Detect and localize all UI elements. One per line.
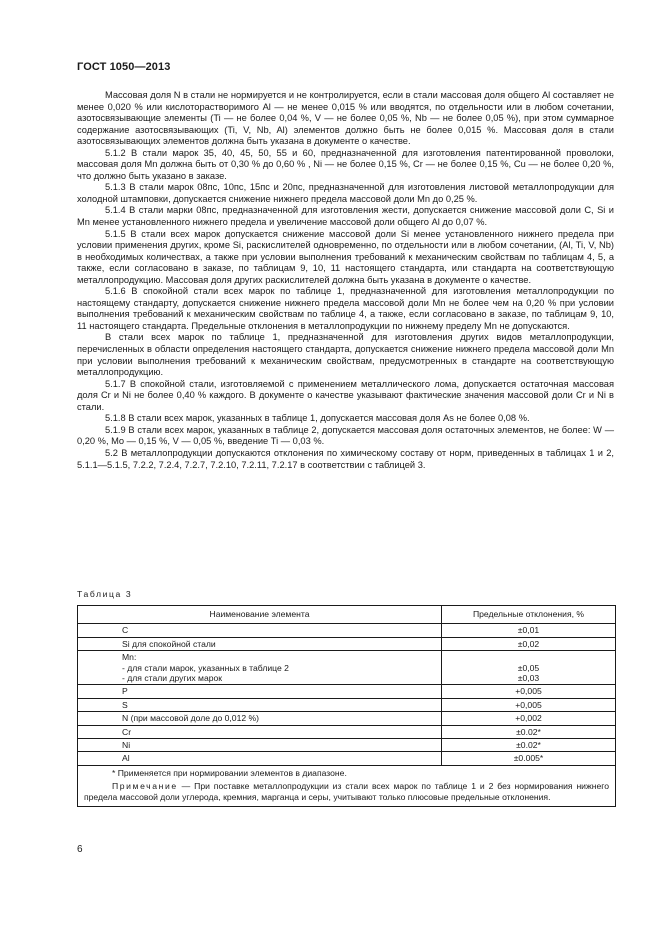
deviation-value: ±0,02 [442,637,616,650]
table-row [78,624,616,637]
remark-label: Примечание [112,781,178,792]
paragraph-nitrogen: Массовая доля N в стали не нормируется и не контролируется, если в стали массовая доля общего Al составляет не менее 0,020 % или кислоторастворимого Al — не менее 0,015 % или вводятся, по отдельности или в любом сочетании, азотосвязывающие элементы (Ti — не более 0,04 %, V — не более 0,05 %, Nb — не более 0,05 %), при этом суммарное содержание азотосвязывающих (Ti, V, Nb, Al) элементов должно быть не более 0,015 %. Массовая доля в стали азотосвязывающих элементов должна быть указана в документе о качестве. [77,90,614,147]
deviation-value: +0,005 [442,698,616,711]
element-name: Ni [78,739,442,752]
table-row [78,637,616,650]
deviation-value: ±0,01 [442,624,616,637]
element-name-line: - для стали марок, указанных в таблице 2 [122,662,289,673]
table-row [78,685,616,698]
header-element-name: Наименование элемента [78,606,442,624]
paragraph-5-1-8: 5.1.8 В стали всех марок, указанных в таблице 1, допускается массовая доля As не более 0,08 %. [105,413,530,424]
element-name: Cr [78,725,442,738]
deviation-line [446,652,611,662]
table-row [78,651,616,685]
paragraph-5-1-4: 5.1.4 В стали марки 08пс, предназначенной для изготовления жести, допускается снижение массовой доли C, Si и Mn менее установленного нижнего предела и увеличение массовой доли общего Al до 0,07 %. [77,205,614,228]
paragraph-5-1-3: 5.1.3 В стали марок 08пс, 10пс, 15пс и 20пс, предназначенной для изготовления листовой металлопродукции для холодной штамповки, допускается снижение нижнего предела массовой доли Mn до 0,25 %. [77,182,614,204]
table-row [78,752,616,765]
paragraph-5-1-2: 5.1.2 В стали марок 35, 40, 45, 50, 55 и 60, предназначенной для изготовления патентированной проволоки, массовая доля Mn должна быть от 0,30 % до 0,60 % , Ni — не более 0,15 %, Cr — не более 0,15 %, Cu — не более 0,20 %, что должно быть указано в заказе. [77,147,614,181]
element-name: P [78,685,442,698]
table-row [78,739,616,752]
table-footnote: * Применяется при нормировании элементов в диапазоне. [112,767,347,778]
header-deviation: Предельные отклонения, % [442,606,616,624]
table-row [78,725,616,738]
element-name: C [78,624,442,637]
paragraph-5-1-6: 5.1.6 В спокойной стали всех марок по таблице 1, предназначенной для изготовления металлопродукции по настоящему стандарту, допускается снижение нижнего предела массовой доли Mn не более чем на 0,20 % при условии выполнения требований к механическим свойствам по таблице 4, а также, если согласовано в заказе, по таблицам 9, 10, 11 настоящего стандарта. Предельные отклонения в металлопродукции по нижнему пределу Mn не допускаются. [77,286,614,331]
element-name-line: Mn: [122,652,137,663]
deviation-value: +0,005 [442,685,616,698]
element-name: Si для спокойной стали [78,637,442,650]
table-remark [84,781,609,802]
deviation-line: ±0,03 [517,673,540,684]
paragraph-5-1-5: 5.1.5 В стали всех марок допускается снижение массовой доли Si менее установленного нижнего предела при условии применения других, кроме Si, раскислителей одновременно, по отдельности или в любом сочетании, (Al, Ti, V, Nb) в необходимых количествах, а также при условии выполнения требований к механическим свойствам по таблицам 4, 5, а также, если согласовано в заказе, по таблицам 9, 10, 11 настоящего стандарта, или стандарта на соответствующую металлопродукцию. Массовая доля других раскислителей должна быть указана в документе о качестве. [77,228,614,285]
document-header: ГОСТ 1050—2013 [77,61,171,73]
element-name-line: - для стали других марок [122,673,223,684]
deviation-value: ±0.02* [442,739,616,752]
table-notes [78,765,616,806]
table-row [78,698,616,711]
table-header-row [78,606,616,624]
remark-text: — При поставке металлопродукции из стали всех марок по таблице 1 и 2 без нормирования нижнего предела массовой доли углерода, кремния, марганца и серы, учитывают только плюсовые предельные отклонения. [84,781,609,802]
element-name: Al [78,752,442,765]
table-caption: Таблица 3 [77,589,133,599]
element-name: S [78,698,442,711]
deviation-value [442,651,616,685]
deviation-value: ±0.005* [442,752,616,765]
table-notes-row [78,765,616,806]
deviations-table [77,605,616,807]
element-name [78,651,442,685]
deviation-line: ±0,05 [517,662,540,673]
element-name: N (при массовой доле до 0,012 %) [78,712,442,725]
table-row [78,712,616,725]
paragraph-5-1-9: 5.1.9 В стали всех марок, указанных в таблице 2, допускается массовая доля остаточных элементов, не более: W — 0,20 %, Mo — 0,15 %, V — 0,05 %, введение Ti — 0,03 %. [77,424,614,447]
paragraph-5-1-7: 5.1.7 В спокойной стали, изготовляемой с применением металлического лома, допускается остаточная массовая доля Cr и Ni не более 0,40 % каждого. В документе о качестве указывают фактические значения массовой доли Cr и Ni в стали. [77,378,614,412]
deviation-value: +0,002 [442,712,616,725]
paragraph-other-products: В стали всех марок по таблице 1, предназначенной для изготовления других видов металлопродукции, перечисленных в области определения настоящего стандарта, допускается снижение нижнего предела массовой доли Mn при условии выполнения требований к механическим свойствам, предусмотренных в стандарте на соответствующую металлопродукцию. [77,332,614,378]
paragraph-5-2: 5.2 В металлопродукции допускаются отклонения по химическому составу от норм, приведенных в таблицах 1 и 2, 5.1.1—5.1.5, 7.2.2, 7.2.4, 7.2.7, 7.2.10, 7.2.11, 7.2.17 в соответствии с таблицей 3. [77,447,614,470]
body-text [77,90,614,471]
page-number: 6 [77,844,83,855]
deviation-value: ±0.02* [442,725,616,738]
